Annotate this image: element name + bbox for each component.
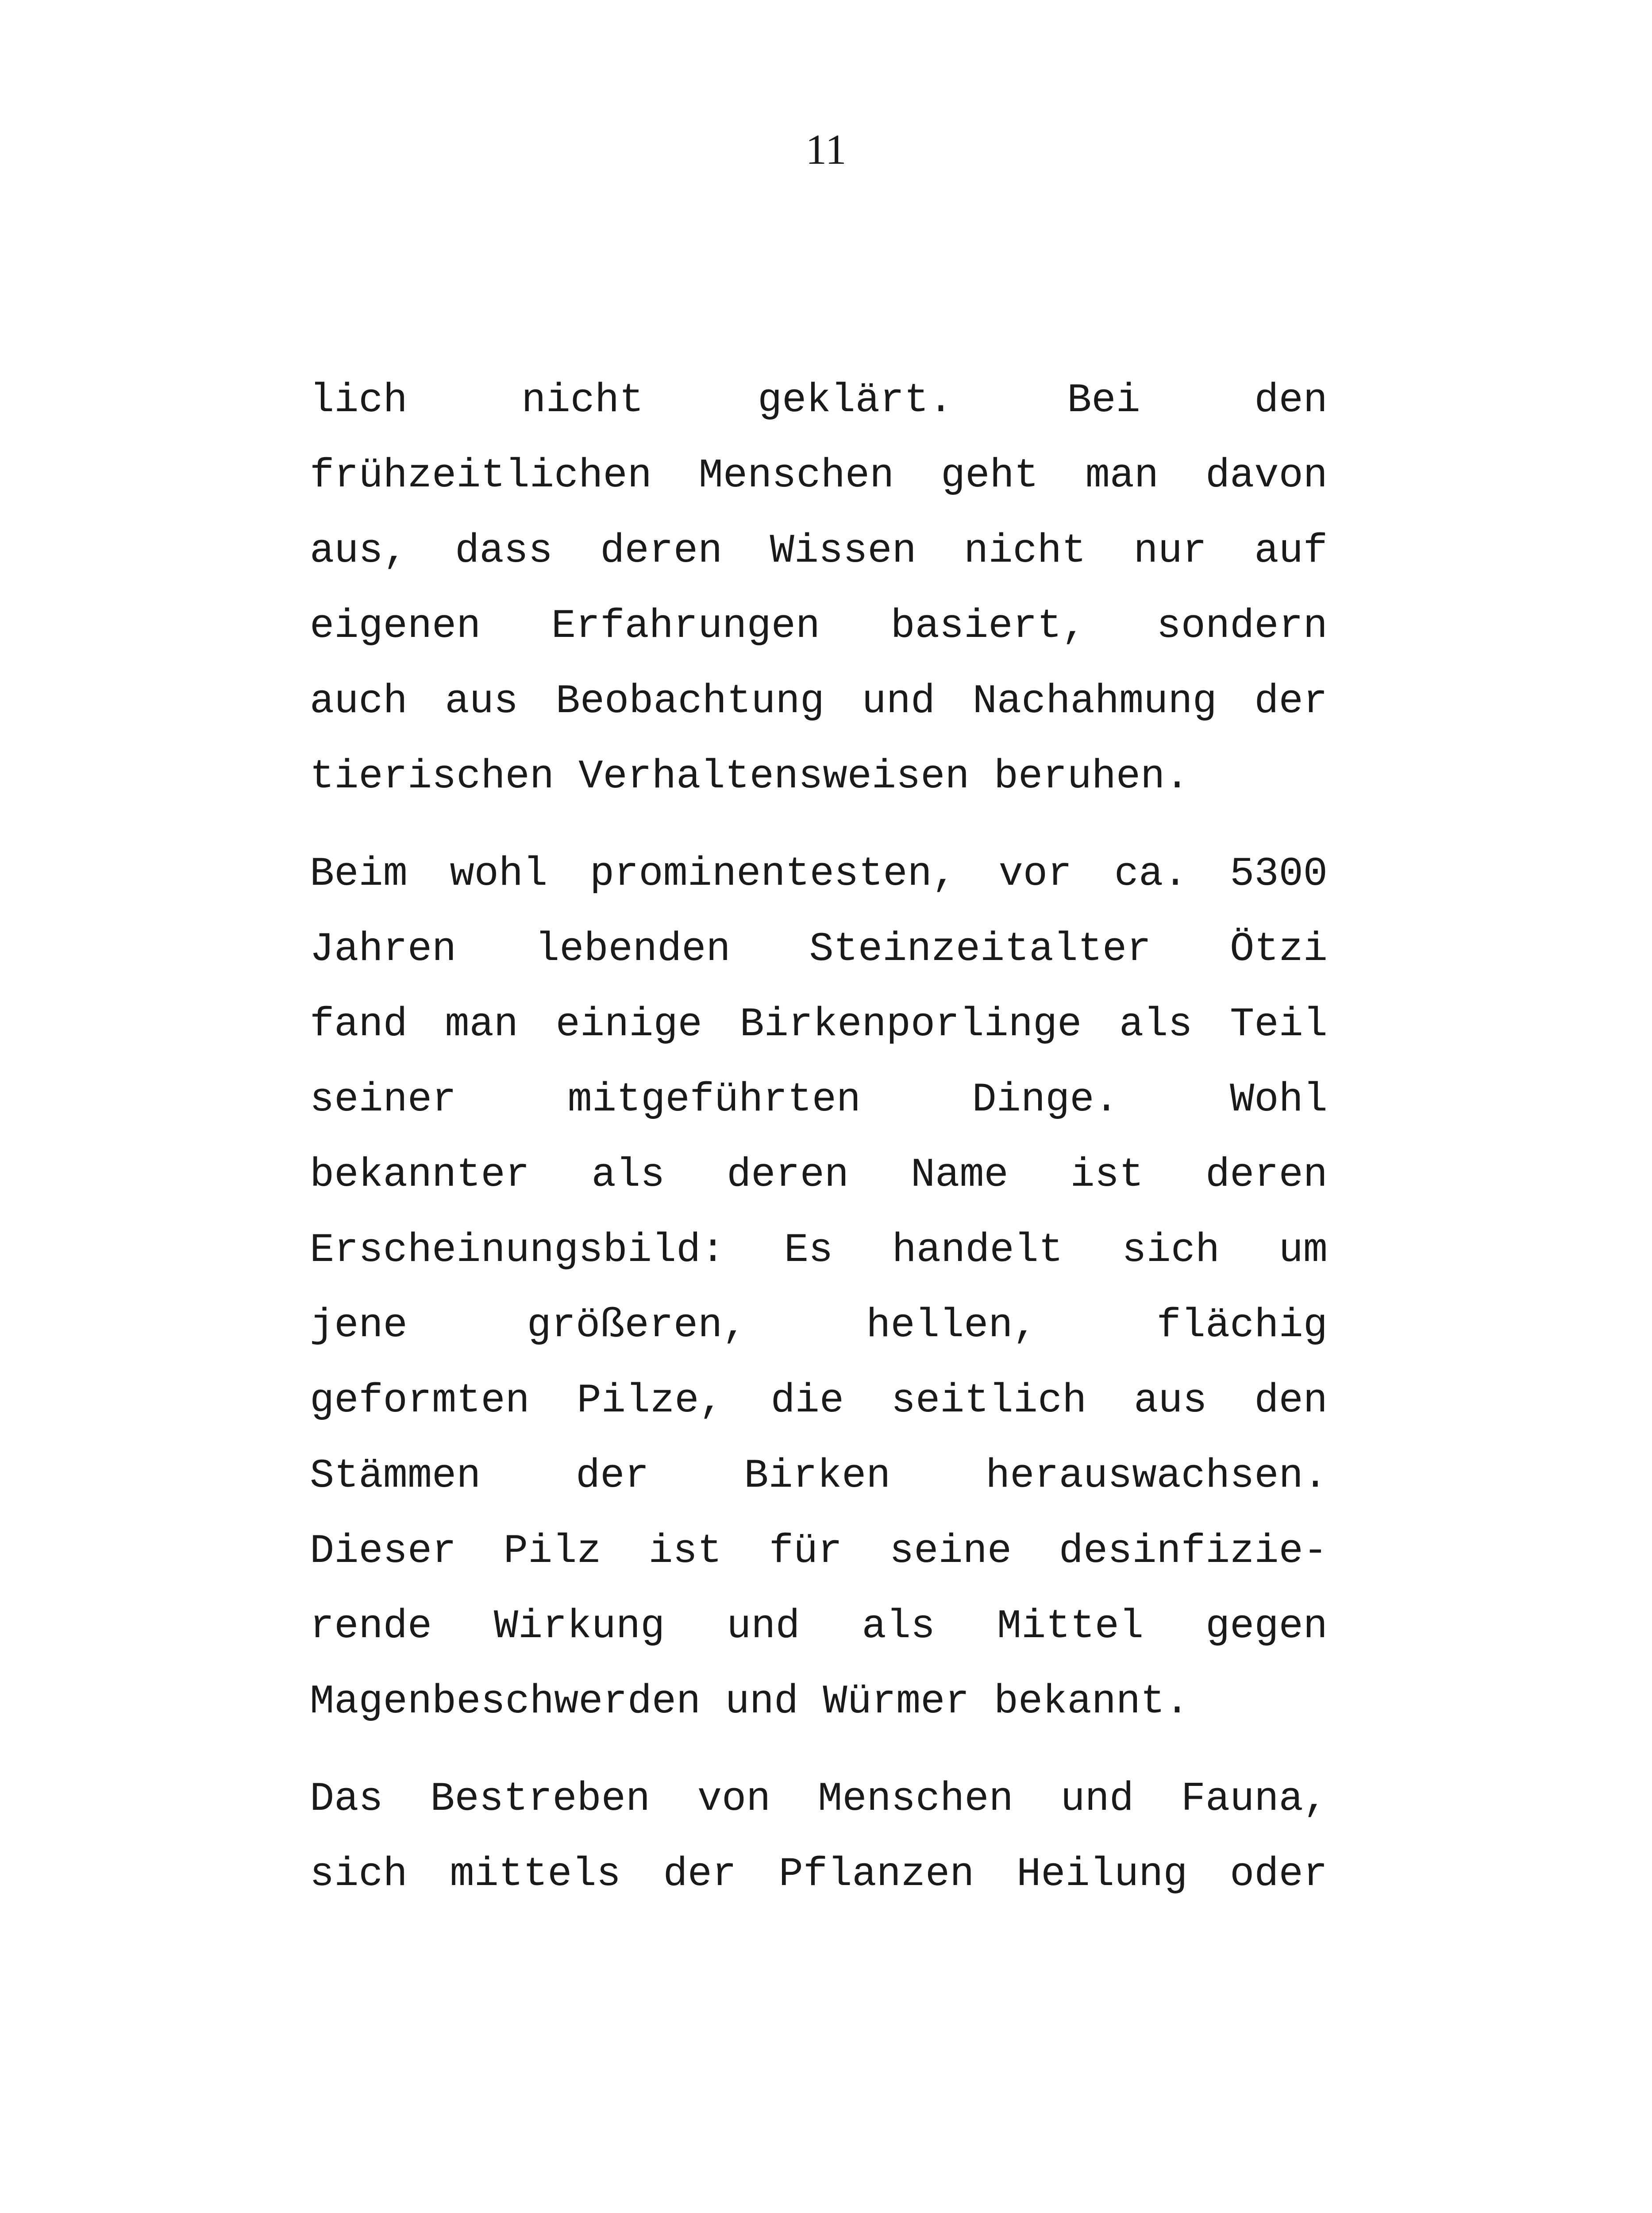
text-line: sich mittels der Pflanzen Heilung oder <box>310 1851 1328 1897</box>
text-line: Jahren lebenden Steinzeitalter Ötzi <box>310 926 1328 972</box>
text-line: Beim wohl prominentesten, vor ca. 5300 <box>310 851 1328 897</box>
text-line: auch aus Beobachtung und Nachahmung der <box>310 678 1328 725</box>
text-line: tierischen Verhaltensweisen beruhen. <box>310 753 1190 800</box>
text-line: Erscheinungsbild: Es handelt sich um <box>310 1227 1328 1273</box>
text-line: fand man einige Birkenporlinge als Teil <box>310 1001 1328 1048</box>
text-line: frühzeitlichen Menschen geht man davon <box>310 452 1328 499</box>
text-line: Dieser Pilz ist für seine desinfizie- <box>310 1528 1328 1574</box>
text-line: geformten Pilze, die seitlich aus den <box>310 1377 1328 1424</box>
text-line: eigenen Erfahrungen basiert, sondern <box>310 603 1328 649</box>
text-line: lich nicht geklärt. Bei den <box>310 377 1328 424</box>
text-line: seiner mitgeführten Dinge. Wohl <box>310 1076 1328 1123</box>
page-number: 11 <box>805 126 847 173</box>
text-line: Das Bestreben von Menschen und Fauna, <box>310 1776 1328 1822</box>
paragraph-3 <box>310 1762 1328 1912</box>
text-line: bekannter als deren Name ist deren <box>310 1152 1328 1198</box>
paragraph-1 <box>310 363 1328 814</box>
text-line: aus, dass deren Wissen nicht nur auf <box>310 528 1328 574</box>
body-text <box>310 363 1328 1934</box>
text-line: Stämmen der Birken herauswachsen. <box>310 1453 1328 1499</box>
text-line: jene größeren, hellen, flächig <box>310 1302 1328 1349</box>
text-line: rende Wirkung und als Mittel gegen <box>310 1603 1328 1650</box>
paragraph-2 <box>310 837 1328 1739</box>
text-line: Magenbeschwerden und Würmer bekannt. <box>310 1678 1190 1725</box>
